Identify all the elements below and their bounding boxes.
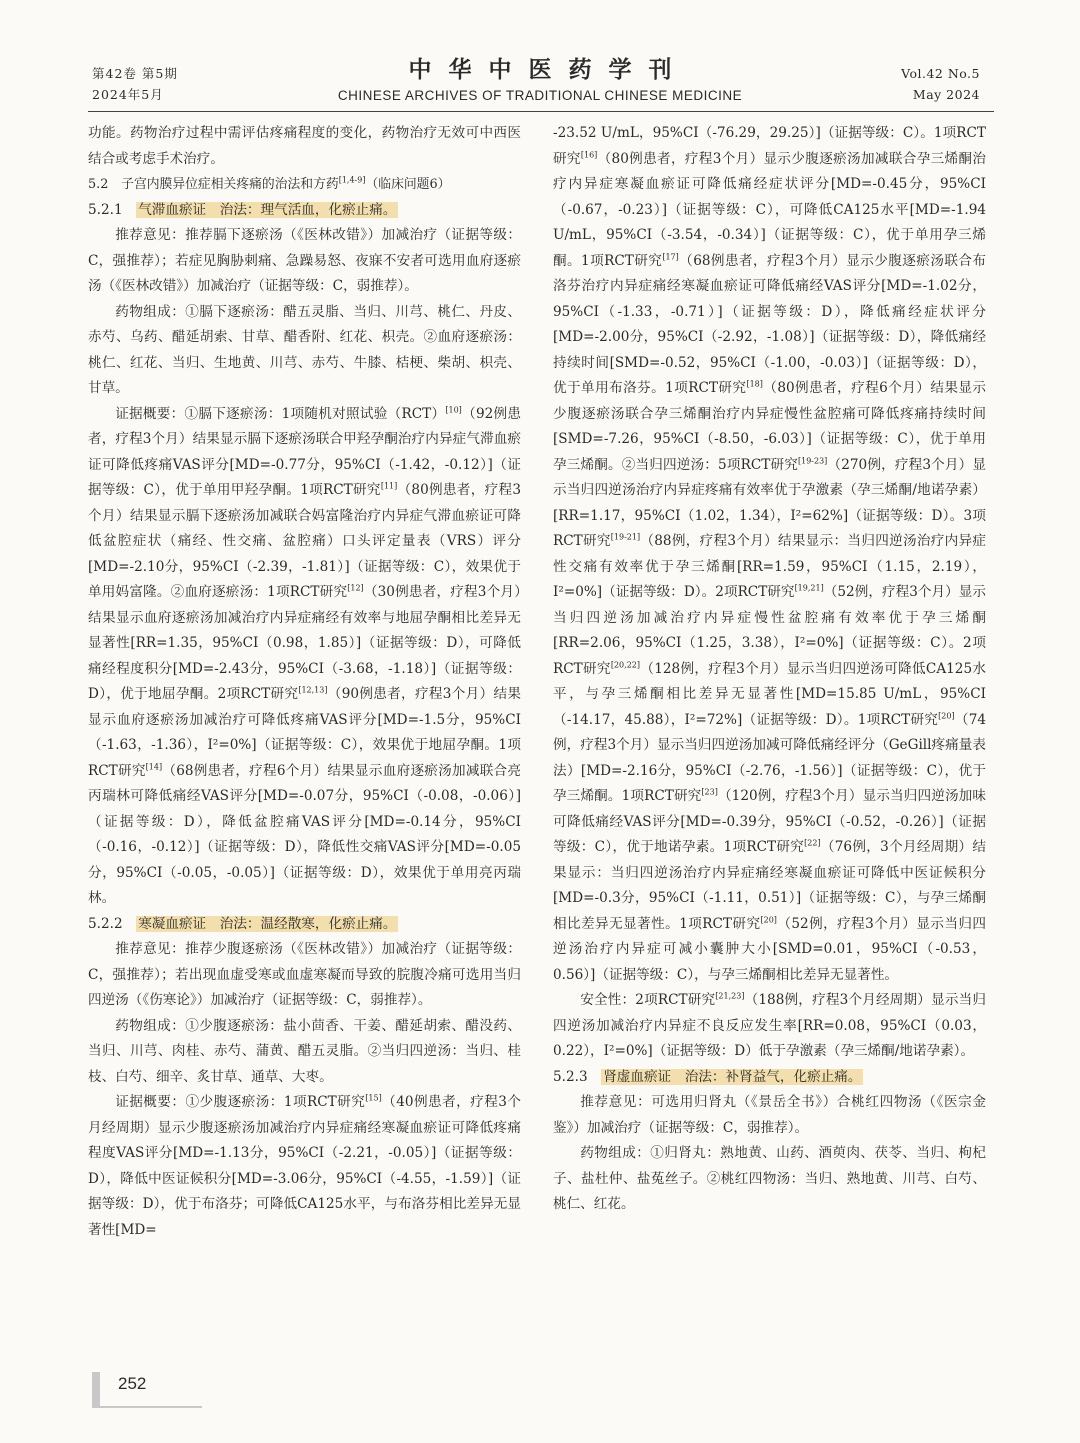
left-column	[88, 121, 521, 1243]
paragraph: 证据概要：①膈下逐瘀汤：1项随机对照试验（RCT）[10]（92例患者，疗程3个月）结果显示膈下逐瘀汤联合甲羟孕酮治疗内异症气滞血瘀证可降低疼痛VAS评分[MD=-0.77分，95%CI（-1.42，-0.12）]（证据等级：C），优于单用甲羟孕酮。1项RCT研究[11]（80例患者，疗程3个月）结果显示膈下逐瘀汤加减联合妈富隆治疗内异症气滞血瘀证可降低盆腔症状（痛经、性交痛、盆腔痛）口头评定量表（VRS）评分[MD=-2.10分，95%CI（-2.39，-1.81）]（证据等级：C），效果优于单用妈富隆。②血府逐瘀汤：1项RCT研究[12]（30例患者，疗程3个月）结果显示血府逐瘀汤加减治疗内异症痛经有效率与地屈孕酮相比差异无显著性[RR=1.35，95%CI（0.98，1.85）]（证据等级：D），可降低痛经程度积分[MD=-2.43分，95%CI（-3.68，-1.18）]（证据等级：D），优于地屈孕酮。2项RCT研究[12,13]（90例患者，疗程3个月）结果显示血府逐瘀汤加减治疗可降低疼痛VAS评分[MD=-1.5分，95%CI（-1.63，-1.36），I²=0%]（证据等级：C），效果优于地屈孕酮。1项RCT研究[14]（68例患者，疗程6个月）结果显示血府逐瘀汤加减联合亮丙瑞林可降低痛经VAS评分[MD=-0.07分，95%CI（-0.08，-0.06）]（证据等级：D），降低盆腔痛VAS评分[MD=-0.14分，95%CI（-0.16，-0.12）]（证据等级：D），降低性交痛VAS评分[MD=-0.05分，95%CI（-0.05，-0.05）]（证据等级：D），效果优于单用亮丙瑞林。	[88, 404, 522, 906]
page-number: 252	[118, 1374, 147, 1393]
highlighted-heading: 气滞血瘀证 治法：理气活血，化瘀止痛。	[138, 201, 397, 218]
highlighted-heading: 寒凝血瘀证 治法：温经散寒，化瘀止痛。	[138, 915, 397, 932]
section-heading: 5.2.3 肾虚血瘀证 治法：补肾益气，化瘀止痛。	[553, 1068, 862, 1085]
page-corner-bar	[92, 1372, 100, 1408]
paragraph: 推荐意见：推荐少腹逐瘀汤（《医林改错》）加减治疗（证据等级：C，强推荐）；若出现血虚受寒或血虚寒凝而导致的脘腹冷痛可选用当归四逆汤（《伤寒论》）加减治疗（证据等级：C，弱推荐）。	[88, 941, 521, 1008]
highlighted-heading: 肾虚血瘀证 治法：补肾益气，化瘀止痛。	[603, 1068, 862, 1085]
paragraph: 推荐意见：可选用归肾丸（《景岳全书》）合桃红四物汤（《医宗金鉴》）加减治疗（证据等级：C，弱推荐）。	[553, 1094, 986, 1136]
journal-title: 中华中医药学刊	[408, 56, 689, 83]
issue-date: 2024年5月	[92, 87, 164, 102]
header-rule	[88, 111, 994, 112]
section-heading: 5.2.2 寒凝血瘀证 治法：温经散寒，化瘀止痛。	[88, 915, 397, 932]
page-corner-line	[92, 1406, 202, 1408]
paragraph: 推荐意见：推荐膈下逐瘀汤（《医林改错》）加减治疗（证据等级：C，强推荐）；若症见胸胁刺痛、急躁易怒、夜寐不安者可选用血府逐瘀汤（《医林改错》）加减治疗（证据等级：C，弱推荐）。	[88, 227, 521, 294]
subsection-heading: 5.2 子宫内膜异位症相关疼痛的治法和方药[1,4-9]（临床问题6）	[88, 175, 451, 192]
volume-issue: 第42卷 第5期	[92, 66, 178, 81]
paragraph: 功能。药物治疗过程中需评估疼痛程度的变化，药物治疗无效可中西医结合或考虑手术治疗。	[88, 125, 521, 167]
page-header	[0, 0, 1080, 120]
volume-issue-en: Vol.42 No.5	[901, 66, 980, 81]
section-heading: 5.2.1 气滞血瘀证 治法：理气活血，化瘀止痛。	[88, 201, 397, 218]
paragraph: 安全性：2项RCT研究[21,23]（188例，疗程3个月经周期）显示当归四逆汤加减治疗内异症不良反应发生率[RR=0.08，95%CI（0.03，0.22），I²=0%]（证据等级：D）低于孕激素（孕三烯酮/地诺孕素）。	[553, 991, 986, 1059]
paragraph: 证据概要：①少腹逐瘀汤：1项RCT研究[15]（40例患者，疗程3个月经周期）显示少腹逐瘀汤加减治疗内异症痛经寒凝血瘀证可降低疼痛程度VAS评分[MD=-1.13分，95%CI（-2.21，-0.05）]（证据等级：D），降低中医证候积分[MD=-3.06分，95%CI（-4.55，-1.59）]（证据等级：D），优于布洛芬；可降低CA125水平，与布洛芬相比差异无显著性[MD=	[88, 1093, 521, 1238]
page-number-block	[92, 1372, 202, 1408]
paragraph: 药物组成：①少腹逐瘀汤：盐小茴香、干姜、醋延胡索、醋没药、当归、川芎、肉桂、赤芍、蒲黄、醋五灵脂。②当归四逆汤：当归、桂枝、白芍、细辛、炙甘草、通草、大枣。	[88, 1017, 521, 1085]
journal-subtitle: CHINESE ARCHIVES OF TRADITIONAL CHINESE MEDICINE	[337, 88, 743, 103]
right-column	[553, 121, 986, 1218]
issue-date-en: May 2024	[912, 87, 980, 102]
paragraph: -23.52 U/mL，95%CI（-76.29，29.25）]（证据等级：C）。1项RCT研究[16]（80例患者，疗程3个月）显示少腹逐瘀汤加减联合孕三烯酮治疗内异症寒凝血瘀证可降低痛经症状评分[MD=-0.45分，95%CI（-0.67，-0.23）]（证据等级：C），可降低CA125水平[MD=-1.94 U/mL，95%CI（-3.54，-0.34）]（证据等级：C），优于单用孕三烯酮。1项RCT研究[17]（68例患者，疗程3个月）显示少腹逐瘀汤联合布洛芬治疗内异症痛经寒凝血瘀证可降低痛经VAS评分[MD=-1.02分，95%CI（-1.33，-0.71）]（证据等级：D），降低痛经症状评分[MD=-2.00分，95%CI（-2.92，-1.08）]（证据等级：D），降低痛经持续时间[SMD=-0.52，95%CI（-1.00，-0.03）]（证据等级：D），优于单用布洛芬。1项RCT研究[18]（80例患者，疗程6个月）结果显示少腹逐瘀汤联合孕三烯酮治疗内异症慢性盆腔痛可降低疼痛持续时间[SMD=-7.26，95%CI（-8.50，-6.03）]（证据等级：C），优于单用孕三烯酮。②当归四逆汤：5项RCT研究[19-23]（270例，疗程3个月）显示当归四逆汤治疗内异症疼痛有效率优于孕激素（孕三烯酮/地诺孕素）[RR=1.17，95%CI（1.02，1.34），I²=62%]（证据等级：D）。3项RCT研究[19-21]（88例，疗程3个月）结果显示：当归四逆汤治疗内异症性交痛有效率优于孕三烯酮[RR=1.59，95%CI（1.15，2.19），I²=0%]（证据等级：D）。2项RCT研究[19,21]（52例，疗程3个月）显示当归四逆汤加减治疗内异症慢性盆腔痛有效率优于孕三烯酮[RR=2.06，95%CI（1.25，3.38），I²=0%]（证据等级：C）。2项RCT研究[20,22]（128例，疗程3个月）显示当归四逆汤可降低CA125水平，与孕三烯酮相比差异无显著性[MD=15.85 U/mL，95%CI（-14.17，45.88），I²=72%]（证据等级：D）。1项RCT研究[20]（74例，疗程3个月）显示当归四逆汤加减可降低痛经评分（GeGill疼痛量表法）[MD=-2.16分，95%CI（-2.76，-1.56）]（证据等级：C），优于孕三烯酮。1项RCT研究[23]（120例，疗程3个月）显示当归四逆汤加味可降低痛经VAS评分[MD=-0.39分，95%CI（-0.52，-0.26）]（证据等级：C），优于地诺孕素。1项RCT研究[22]（76例，3个月经周期）结果显示：当归四逆汤治疗内异症痛经寒凝血瘀证可降低中医证候积分[MD=-0.3分，95%CI（-1.11，0.51）]（证据等级：C），与孕三烯酮相比差异无显著性。1项RCT研究[20]（52例，疗程3个月）显示当归四逆汤治疗内异症可减小囊肿大小[SMD=0.01，95%CI（-0.53，0.56）]（证据等级：C），与孕三烯酮相比差异无显著性。	[553, 125, 987, 983]
paragraph: 药物组成：①膈下逐瘀汤：醋五灵脂、当归、川芎、桃仁、丹皮、赤芍、乌药、醋延胡索、甘草、醋香附、红花、枳壳。②血府逐瘀汤：桃仁、红花、当归、生地黄、川芎、赤芍、牛膝、桔梗、柴胡、枳壳、甘草。	[88, 303, 521, 396]
header-right	[901, 63, 980, 105]
paragraph: 药物组成：①归肾丸：熟地黄、山药、酒萸肉、茯苓、当归、枸杞子、盐杜仲、盐菟丝子。②桃红四物汤：当归、熟地黄、川芎、白芍、桃仁、红花。	[553, 1145, 986, 1212]
